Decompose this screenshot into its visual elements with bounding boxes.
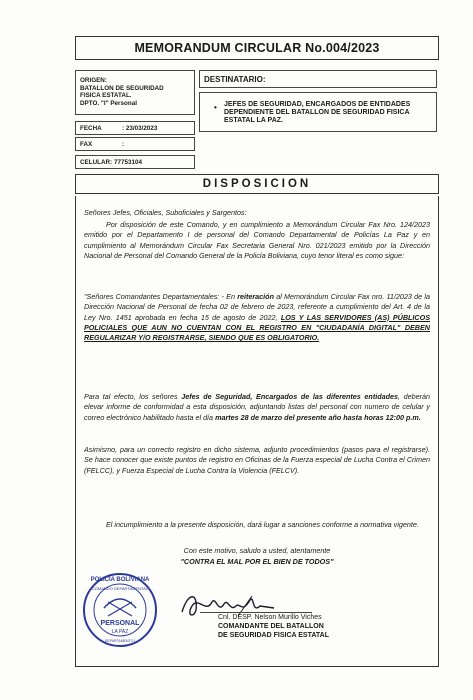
- date-label: FECHA: [80, 125, 102, 132]
- seal-center-text: PERSONAL: [100, 620, 140, 627]
- quote-part-c: al Memorándum Circular Fax nro. 11/2023 de la Dirección Nacional de Personal de fecha 02 de febrero de 2023, referente a cumplimiento del Art. 4 de la Ley Nro. 1451 aprobada en fecha 15 de agosto de 2022,: [84, 292, 430, 322]
- fax-value: :: [122, 141, 125, 148]
- seal-city-text: LA PAZ: [111, 629, 129, 635]
- origin-cell: [75, 70, 195, 115]
- phone-cell: [75, 155, 195, 169]
- phone-value: 77753104: [113, 159, 142, 166]
- origin-line1: BATALLON DE SEGURIDAD: [80, 84, 164, 92]
- phone-label: CELULAR:: [80, 159, 113, 166]
- para2-emphasis: Jefes de Seguridad, Encargados de las diferentes entidades: [181, 392, 398, 401]
- police-seal-stamp: [82, 572, 158, 648]
- recipient-bullet: •: [214, 103, 217, 112]
- section-title: DISPOSICION: [75, 174, 439, 194]
- recipient-cell: [199, 92, 437, 132]
- signer-title-2: DE SEGURIDAD FISICA ESTATAL: [218, 632, 329, 639]
- para2-part-c: , deberán elevar informe de conformidad a esta disposición, adjuntando listas del personal con numero de celular y correo electrónico habilitado hasta el día: [84, 392, 430, 422]
- origin-label: ORIGEN:: [80, 77, 107, 84]
- origin-line3: DPTO. "I" Personal: [80, 99, 137, 107]
- para2-deadline: martes 28 de marzo del presente año hasta horas 12:00 p.m.: [215, 412, 421, 422]
- quote-part-a: "Señores Comandantes Departamentales: - En: [84, 292, 238, 301]
- quote-underlined: LOS Y LAS SERVIDORES (AS) PÚBLICOS POLICIALES QUE AUN NO CUENTAN CON EL REGISTRO EN "CIUDADANÍA DIGITAL" DEBEN REGULARIZAR Y/O REGISTRARSE, SIENDO QUE ES OBLIGATORIO.: [84, 312, 430, 343]
- paragraph-3: Asimismo, para un correcto registro en dicho sistema, adjunto procedimientos (pasos para el registrarse). Se hace conocer que existe puntos de registro en Oficinas de la Fuerza especial de Lucha Contra el Crimen (FELCC), y Fuerza Especial de Lucha Contra la Violencia (FELCV).: [84, 445, 430, 475]
- paragraph-4: El incumplimiento a la presente disposición, dará lugar a sanciones conforme a normativa vigente.: [106, 520, 419, 529]
- origin-line2: FISICA ESTATAL.: [80, 92, 132, 99]
- motto: "CONTRA EL MAL POR EL BIEN DE TODOS": [180, 557, 334, 566]
- seal-top-text: POLICIA BOLIVIANA: [90, 577, 150, 583]
- fax-label: FAX: [80, 141, 93, 148]
- paragraph-1: Por disposición de este Comando, y en cumplimiento a Memorándum Circular Fax Nro. 124/2023 emitido por el Departamento I de personal del Comando Departamental de Policías La Paz y en cumplimiento al Memorándum Circular Fax Secretaria General Nro. 021/2023 emitido por la Dirección Nacional de Personal del Comando General de la Policía Boliviana, cuyo tenor literal es como sigue:: [84, 220, 430, 260]
- paragraph-2: [84, 392, 430, 423]
- para2-part-a: Para tal efecto, los señores: [84, 392, 182, 401]
- signature-block: [218, 613, 329, 640]
- seal-ring-text: COMANDO DEPARTAMENTAL: [91, 586, 149, 591]
- recipient-label: DESTINATARIO:: [199, 70, 437, 88]
- signer-title-1: COMANDANTE DEL BATALLON: [218, 623, 324, 630]
- date-cell: [75, 121, 195, 135]
- date-value: : 23/03/2023: [122, 125, 158, 132]
- signer-name: Cnl. DESP. Nelson Murillo Viches: [218, 614, 322, 621]
- quote-emphasis: reiteración: [237, 292, 274, 301]
- recipient-text: JEFES DE SEGURIDAD, ENCARGADOS DE ENTIDADES DEPENDIENTE DEL BATALLON DE SEGURIDAD FISICA ESTATAL LA PAZ.: [224, 101, 411, 124]
- greeting: Señores Jefes, Oficiales, Suboficiales y Sargentos:: [84, 208, 247, 217]
- seal-dept-text: DEPARTAMENTO I: [104, 639, 136, 643]
- header-block: [75, 70, 437, 175]
- fax-cell: [75, 137, 195, 151]
- document-title: MEMORANDUM CIRCULAR No.004/2023: [75, 36, 439, 60]
- quote-paragraph: [84, 292, 430, 343]
- closing-line: Con este motivo, saludo a usted, atentamente: [183, 546, 331, 555]
